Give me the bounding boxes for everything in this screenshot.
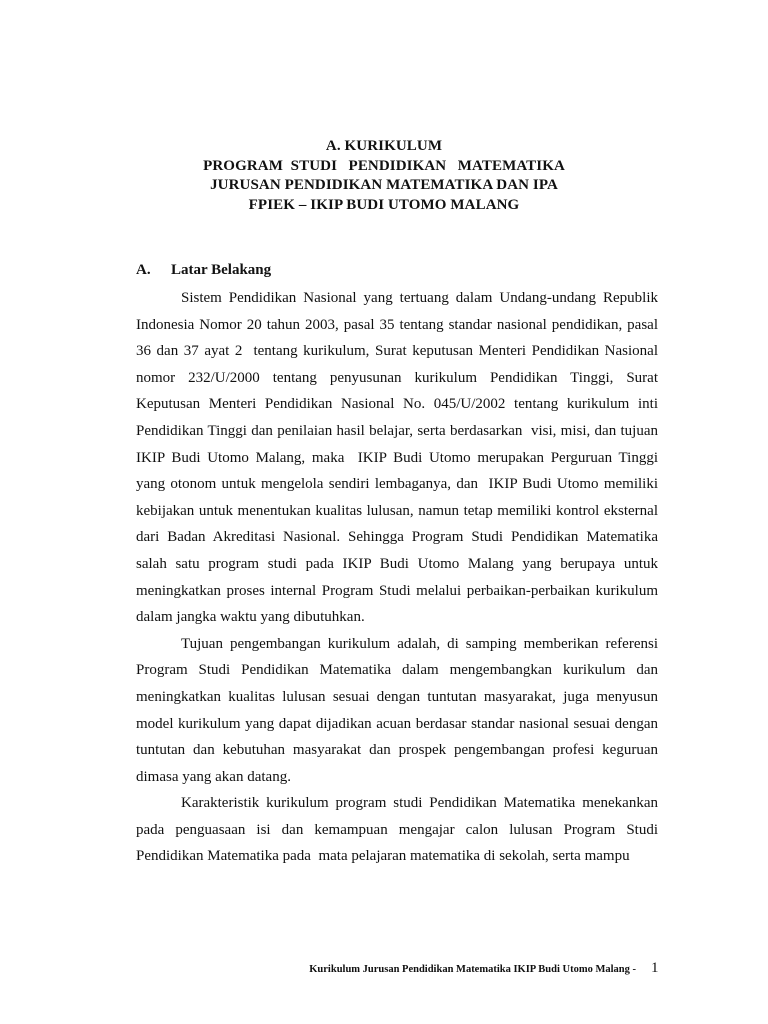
- section-number: A.: [136, 262, 151, 278]
- section-heading: [136, 260, 271, 280]
- paragraph-2: Tujuan pengembangan kurikulum adalah, di samping memberikan referensi Program Studi Pendidikan Matematika dalam mengembangkan kurikulum dan meningkatkan kualitas lulusan sesuai dengan tuntutan masyarakat, juga menyusun model kurikulum yang dapat dijadikan acuan berdasar standar nasional sesuai dengan tuntutan dan kebutuhan masyarakat dan prospek pengembangan profesi keguruan dimasa yang akan datang.: [136, 635, 658, 785]
- paragraph-1: Sistem Pendidikan Nasional yang tertuang dalam Undang-undang Republik Indonesia Nomor 20 tahun 2003, pasal 35 tentang standar nasional pendidikan, pasal 36 dan 37 ayat 2 tentang kurikulum, Surat keputusan Menteri Pendidikan Nasional nomor 232/U/2000 tentang penyusunan kurikulum Pendidikan Tinggi, Surat Keputusan Menteri Pendidikan Nasional No. 045/U/2002 tentang kurikulum inti Pendidikan Tinggi dan penilaian hasil belajar, serta berdasarkan visi, misi, dan tujuan IKIP Budi Utomo Malang, maka IKIP Budi Utomo merupakan Perguruan Tinggi yang otonom untuk mengelola sendiri lembaganya, dan IKIP Budi Utomo memiliki kebijakan untuk menentukan kualitas lulusan, namun tetap memiliki kontrol eksternal dari Badan Akreditasi Nasional. Sehingga Program Studi Pendidikan Matematika salah satu program studi pada IKIP Budi Utomo Malang yang berupaya untuk meningkatkan proses internal Program Studi melalui perbaikan-perbaikan kurikulum dalam jangka waktu yang dibutuhkan.: [136, 290, 662, 626]
- heading-line-3: JURUSAN PENDIDIKAN MATEMATIKA DAN IPA: [210, 177, 558, 193]
- page-number: 1: [651, 960, 659, 976]
- footer-text: Kurikulum Jurusan Pendidikan Matematika IKIP Budi Utomo Malang -: [309, 964, 636, 975]
- heading-line-1: A. KURIKULUM: [325, 138, 443, 154]
- section-title: Latar Belakang: [171, 262, 272, 278]
- paragraph-3: Karakteristik kurikulum program studi Pendidikan Matematika menekankan pada penguasaan isi dan kemampuan mengajar calon lulusan Program Studi Pendidikan Matematika pada mata pelajaran matematika di sekolah, serta mampu: [136, 795, 662, 865]
- heading-line-2: PROGRAM STUDI PENDIDIKAN MATEMATIKA: [203, 157, 565, 174]
- heading-line-4: FPIEK – IKIP BUDI UTOMO MALANG: [248, 196, 520, 213]
- body-text: [136, 285, 662, 870]
- document-heading: [0, 137, 768, 215]
